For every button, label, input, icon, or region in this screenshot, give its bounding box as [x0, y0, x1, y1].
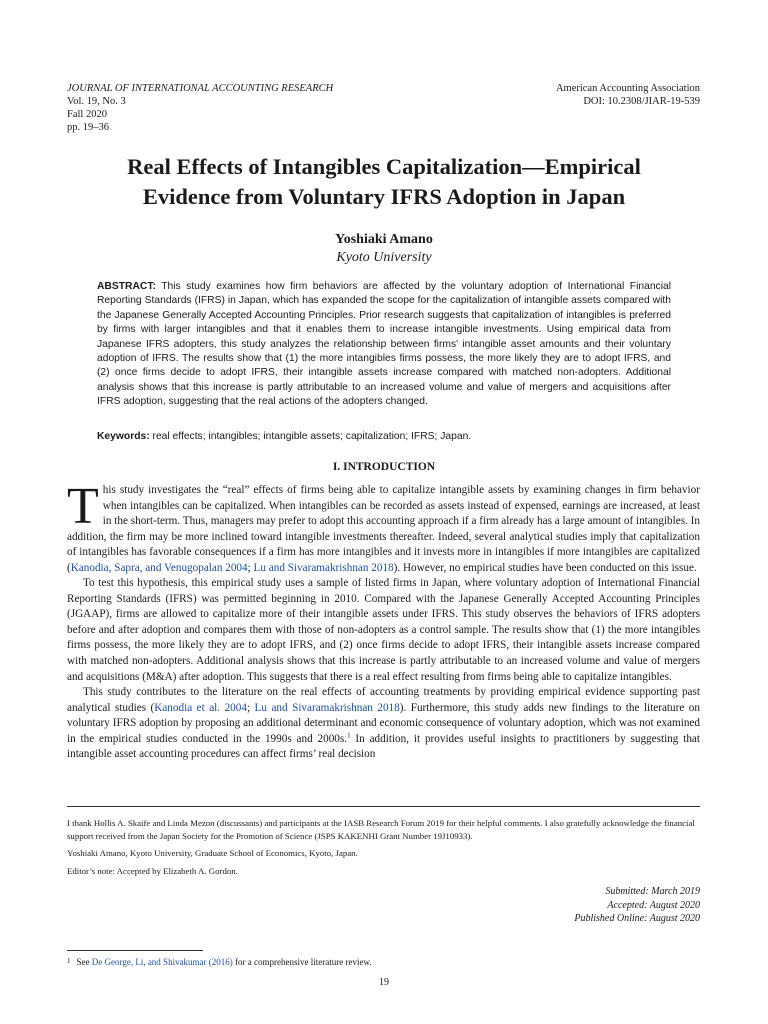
para1-sep: ; [247, 561, 254, 574]
editor-note: Editor’s note: Accepted by Elizabeth A. Gordon. [67, 865, 238, 876]
publication-dates [574, 885, 700, 926]
journal-issue: Fall 2020 [67, 109, 107, 120]
paragraph-2: To test this hypothesis, this empirical study uses a sample of listed firms in Japan, where voluntary adoption of International Financial Reporting Standards (IFRS) was permitted beginning in 2010. Compared with the Japanese Generally Accepted Accounting Principles (JGAAP), firms are allowed to capitalize more of their intangible assets under IFRS. This study observes the behaviors of IFRS adopters before and after adoption and compares them with those of non-adopters as a control sample. The results show that (1) the more intangibles firms possess, the more likely they are to adopt IFRS, and (2) once firms decide to adopt IFRS, their intangible assets increase compared with matched non-adopters. Additional analysis shows that this increase is partly attributable to an increased volume and value of mergers and acquisitions (M&A) after adoption. This suggests that there is a real effect resulting from firms being able to capitalize intangibles. [67, 577, 700, 683]
footnote-pre: See [76, 957, 92, 967]
citation-link[interactable]: De George, Li, and Shivakumar (2016) [91, 957, 233, 967]
doi: DOI: 10.2308/JIAR-19-539 [583, 96, 700, 107]
accepted-date: Accepted: August 2020 [607, 899, 700, 911]
acknowledgement: I thank Hollis A. Skaife and Linda Mezon (discussants) and participants at the IASB Research Forum 2019 for their helpful comments. I also gratefully acknowledge the financial support received from the Japan Society for the Promotion of Science (JSPS KAKENHI Grant Number 19J10933). [67, 818, 695, 841]
para1-text-b: ). However, no empirical studies have been conducted on this issue. [393, 561, 697, 574]
author-name: Yoshiaki Amano [335, 232, 433, 247]
para3-sep: ; [246, 701, 255, 714]
drop-cap: T [67, 478, 99, 535]
footnote [67, 957, 372, 967]
author-notes [67, 817, 700, 882]
footnote-post: for a comprehensive literature review. [232, 957, 372, 967]
footnote-divider [67, 950, 203, 951]
abstract-label: ABSTRACT: [97, 281, 156, 292]
citation-link[interactable]: Lu and Sivaramakrishnan 2018 [253, 561, 394, 574]
citation-link[interactable]: Kanodia, Sapra, and Venugopalan 2004 [70, 561, 248, 574]
page-number: 19 [379, 977, 389, 988]
para3-text-c: In addition, it provides useful insights to practitioners by suggesting that intangible asset accounting procedures can affect firms’ real decision [67, 732, 700, 761]
author-address: Yoshiaki Amano, Kyoto University, Graduate School of Economics, Kyoto, Japan. [67, 848, 358, 858]
title-line-2: Evidence from Voluntary IFRS Adoption in Japan [142, 184, 626, 209]
paragraph-1 [67, 478, 700, 576]
abstract [97, 280, 671, 410]
journal-pages: pp. 19–36 [67, 122, 109, 133]
citation-link[interactable]: Kanodia et al. 2004 [154, 701, 247, 714]
keywords [97, 430, 671, 444]
body-text [67, 478, 700, 763]
footnote-ref[interactable]: 1 [347, 731, 351, 740]
section-heading: I. INTRODUCTION [332, 461, 436, 473]
para3-text-a: This study contributes to the literature on the real effects of accounting treatments by providing empirical evidence supporting past analytical studies ( [67, 686, 700, 714]
journal-header [67, 82, 333, 134]
keywords-text: real effects; intangibles; intangible assets; capitalization; IFRS; Japan. [152, 431, 472, 442]
journal-volume: Vol. 19, No. 3 [67, 96, 126, 107]
title-line-1: Real Effects of Intangibles Capitalization—Empirical [127, 154, 641, 179]
paragraph-3 [67, 685, 700, 763]
citation-link[interactable]: Lu and Sivaramakrishnan 2018 [254, 701, 400, 714]
para1-text-a: his study investigates the “real” effects of firms being able to capitalize intangible assets by examining changes in firm behavior when intangibles can be capitalized. When intangibles can be recorded as assets instead of expensed, earnings are increased, at least in the short-term. Thus, managers may prefer to adopt this accounting approach if a firm already has a large amount of intangibles. In addition, the firm may be more inclined toward intangible investments thereafter. Indeed, several analytical studies imply that capitalization of intangibles has favorable consequences if a firm has more intangibles and it invests more in intangibles if more intangibles are capitalized ( [67, 484, 700, 574]
publisher-name: American Accounting Association [555, 83, 700, 94]
keywords-label: Keywords: [97, 431, 150, 442]
article-title [60, 152, 708, 212]
publisher-header [556, 82, 700, 108]
footnote-number: 1 [67, 957, 71, 965]
para3-text-b: ). Furthermore, this study adds new findings to the literature on voluntary IFRS adoption by proposing an additional determinant and economic consequence of voluntary adoption, which was not examined in the empirical studies conducted in the 1990s and 2000s. [67, 701, 700, 745]
author-affiliation: Kyoto University [336, 250, 432, 265]
journal-name: JOURNAL OF INTERNATIONAL ACCOUNTING RESEARCH [67, 83, 334, 94]
published-date: Published Online: August 2020 [574, 913, 700, 924]
notes-divider [67, 806, 700, 807]
abstract-text: This study examines how firm behaviors are affected by the voluntary adoption of International Financial Reporting Standards (IFRS) in Japan, which has expanded the scope for the capitalization of intangible assets compared with the Japanese Generally Accepted Accounting Principles. Prior research suggests that capitalization of intangibles is preferred by firms with larger intangibles and that it enables them to increase intangible investments. Using empirical data from Japanese IFRS adopters, this study analyzes the relationship between firms' intangible asset amounts and their voluntary adoption of IFRS. The results show that (1) the more intangibles firms possess, the more likely they are to adopt IFRS, and (2) once firms decide to adopt IFRS, their intangible assets increase compared with matched non-adopters. Additional analysis shows that this increase is partly attributable to an increased volume and value of mergers and acquisitions after IFRS adoption, suggesting that the real actions of the adopters changed. [97, 281, 671, 408]
submitted-date: Submitted: March 2019 [605, 886, 700, 897]
